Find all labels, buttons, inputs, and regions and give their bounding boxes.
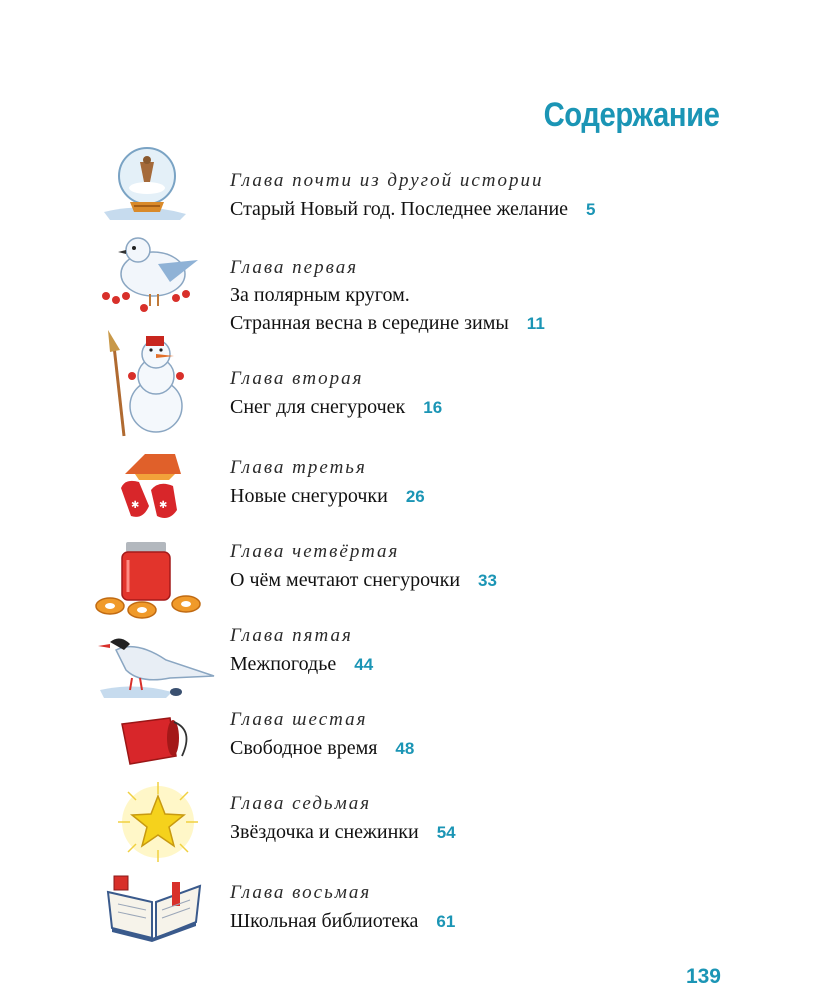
chapter-title: О чём мечтают снегурочки 33 [230,569,497,591]
chapter-title: Свободное время 48 [230,737,415,759]
page-ref[interactable]: 44 [354,655,374,674]
page-title: Содержание [543,96,719,134]
chapter-heading: Глава четвёртая [230,541,400,562]
chapter-heading: Глава шестая [230,709,368,730]
chapter-heading: Глава третья [230,457,367,478]
chapter-title: Звёздочка и снежинки 54 [230,821,456,843]
chapter-title: Межпогодье 44 [230,653,374,675]
chapter-heading: Глава пятая [230,625,353,646]
star-icon [114,780,202,864]
page-ref[interactable]: 11 [526,314,545,333]
page-ref[interactable]: 26 [405,487,425,506]
snowman-icon [106,326,190,438]
toc-entry[interactable] [230,168,750,224]
toc-entry[interactable] [230,366,750,422]
chapter-heading: Глава вторая [230,368,364,389]
svg-text:✱: ✱ [159,500,168,511]
chapter-title: Старый Новый год. Последнее желание 5 [230,198,596,220]
tern-bird-icon [96,630,218,702]
page-number: 139 [685,965,721,988]
page-ref[interactable]: 16 [423,398,443,417]
jam-jar-icon [94,538,206,622]
toc-entry[interactable] [230,623,750,679]
page-ref[interactable]: 48 [395,739,415,758]
chapter-heading: Глава седьмая [230,793,372,814]
chapter-heading: Глава первая [230,257,359,278]
page-ref[interactable]: 61 [436,912,456,931]
red-bucket-icon [116,716,196,768]
chapter-title: Снег для снегурочек 16 [230,396,443,418]
toc-entry[interactable] [230,707,750,763]
chapter-title-continued: Странная весна в середине зимы 11 [230,312,545,334]
toc-entry[interactable] [230,880,750,936]
page-ref[interactable]: 33 [478,571,497,590]
toc-entry[interactable] [230,455,750,511]
toc-entry[interactable] [230,539,750,595]
toc-entry[interactable] [230,255,750,338]
chapter-title: Новые снегурочки 26 [230,485,425,507]
chapter-heading: Глава восьмая [230,882,372,903]
chapter-title: За полярным кругом. [230,284,410,306]
chapter-heading: Глава почти из другой истории [230,170,544,191]
snowbird-icon [98,234,203,318]
snow-globe-icon [100,144,190,222]
page-ref[interactable]: 5 [586,200,596,219]
svg-text:✱: ✱ [131,500,140,511]
toc-entry[interactable] [230,791,750,847]
chapter-title: Школьная библиотека 61 [230,910,456,932]
hat-mittens-icon [115,450,195,524]
page-ref[interactable]: 54 [436,823,456,842]
open-book-icon [104,872,204,942]
